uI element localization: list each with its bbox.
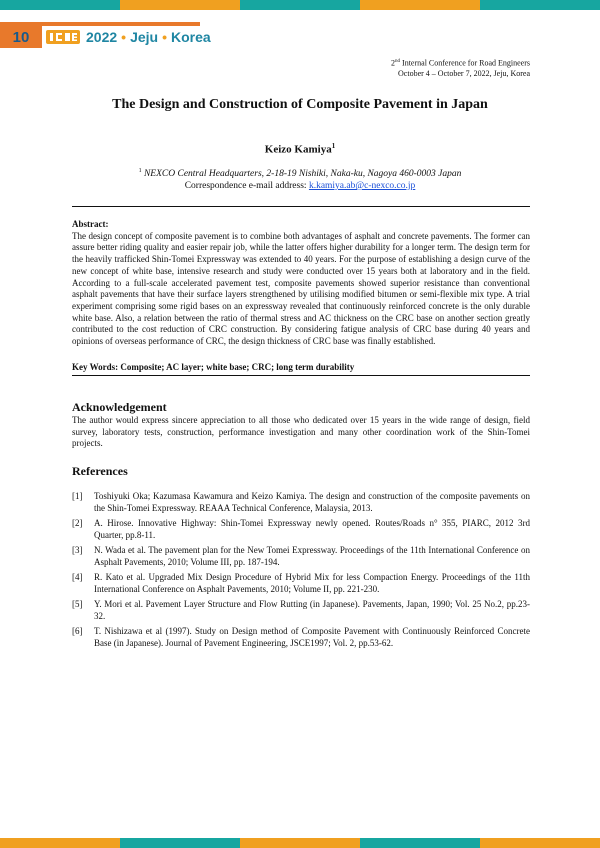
top-color-bar [0,0,600,10]
page-number: 10 [0,26,42,48]
reference-text: A. Hirose. Innovative Highway: Shin-Tomei Expressway newly opened. Routes/Roads n° 355, PIARC, 2012 3rd Quarter, pp.8-11. [94,518,530,540]
abstract-bottom-rule [72,375,530,376]
author-name: Keizo Kamiya [264,143,332,156]
acknowledgement-text: The author would express sincere appreciation to all those who dedicated over 15 years in the wide range of design, field survey, laboratory tests, construction, performance investigation and many other coordination work of the Shin-Tomei projects. [72,415,530,449]
abstract [72,219,530,348]
logo-dot-2: • [162,29,167,45]
bottom-color-bar [0,838,600,848]
conference-dates: October 4 – October 7, 2022, Jeju, Korea [398,68,530,78]
keywords: Key Words: Composite; AC layer; white base; CRC; long term durability [72,362,355,372]
reference-list [72,491,530,654]
reference-item [72,572,530,596]
conference-ordinal: 2 [391,58,396,68]
logo-year: 2022 [86,29,118,45]
affil-mark: 1 [138,168,142,174]
conference-info [391,57,530,79]
reference-item [72,545,530,569]
conference-logo [46,27,211,47]
reference-number: [5] [72,599,83,610]
author-affil-mark: 1 [331,142,336,150]
reference-text: N. Wada et al. The pavement plan for the New Tomei Expressway. Proceedings of the 11th International Conference on Asphalt Pavements, 2010; Volume III, pp. 187-194. [94,545,530,567]
reference-item [72,518,530,542]
reference-item [72,491,530,515]
reference-number: [4] [72,572,83,583]
affiliation [0,168,600,179]
logo-dot-1: • [121,29,127,45]
logo-city: Jeju [130,29,159,45]
author-line [0,142,600,156]
reference-number: [3] [72,545,83,556]
references-heading: References [72,464,128,478]
correspondence [0,181,600,191]
email-link[interactable]: k.kamiya.ab@c-nexco.co.jp [308,181,416,191]
reference-number: [6] [72,626,83,637]
conference-ordinal-suffix: nd [395,59,401,64]
reference-text: R. Kato et al. Upgraded Mix Design Procedure of Hybrid Mix for less Compaction Energy. Proceedings of the 11th International Conference on Asphalt Pavements, 2010; Volume II, pp. 221-230. [94,572,530,595]
paper-title: The Design and Construction of Composite Pavement in Japan [112,97,488,112]
abstract-top-rule [72,206,530,207]
icre-logo-icon [46,28,80,46]
logo-country: Korea [170,29,211,45]
abstract-text: The design concept of composite pavement is to combine both advantages of asphalt and concrete pavements. The former can assure better riding quality and easier repair job, while the latter offers higher durability for a longer term. The design term for the heavily trafficked Shin-Tomei Expressway was extended to 40 years. For the purpose of establishing a design curve of the new concept of white base, intensive research and study were conducted over 15 years both at laboratory and in the field. According to a full-scale accelerated pavement test, composite pavements showed superior resistance than conventional asphalt pavements that have their surface layers strengthened by utilising modified bitumen or semi-flexible mix type. A trial experiment comprising some rigid bases on an expressway revealed that continuously reinforced concrete is the only durable white base. Also, a relation between the ratio of thermal stress and AC thickness on the CRC base on another section greatly contributed to the cost reduction of CRC construction. By considering fatigue analysis of CRC base during 40 years and opinions of overseas performance of CRC, the design thickness of CRC base was finally established. [72,230,530,347]
conference-name: Internal Conference for Road Engineers [400,58,530,68]
affil-text: NEXCO Central Headquarters, 2-18-19 Nishiki, Naka-ku, Nagoya 460-0003 Japan [141,169,462,180]
reference-number: [1] [72,491,83,501]
correspondence-label: Correspondence e-mail address: [184,181,309,191]
acknowledgement-heading: Acknowledgement [72,400,167,414]
reference-number: [2] [72,518,83,529]
reference-item [72,626,530,650]
abstract-label: Abstract: [72,219,109,229]
reference-text: Toshiyuki Oka; Kazumasa Kawamura and Keizo Kamiya. The design and construction of the composite pavements on the Shin-Tomei Expressway. REAAA Technical Conference, Malaysia, 2013. [94,491,530,513]
reference-text: T. Nishizawa et al (1997). Study on Design method of Composite Pavement with Continuously Reinforced Concrete Base (in Japanese). Journal of Pavement Engineering, JSCE1997; Vol. 2, pp.53-62. [94,626,530,649]
reference-item [72,599,530,623]
reference-text: Y. Mori et al. Pavement Layer Structure and Flow Rutting (in Japanese). Pavements, Japan, 1990; Vol. 25 No.2, pp.23-32. [94,599,530,622]
